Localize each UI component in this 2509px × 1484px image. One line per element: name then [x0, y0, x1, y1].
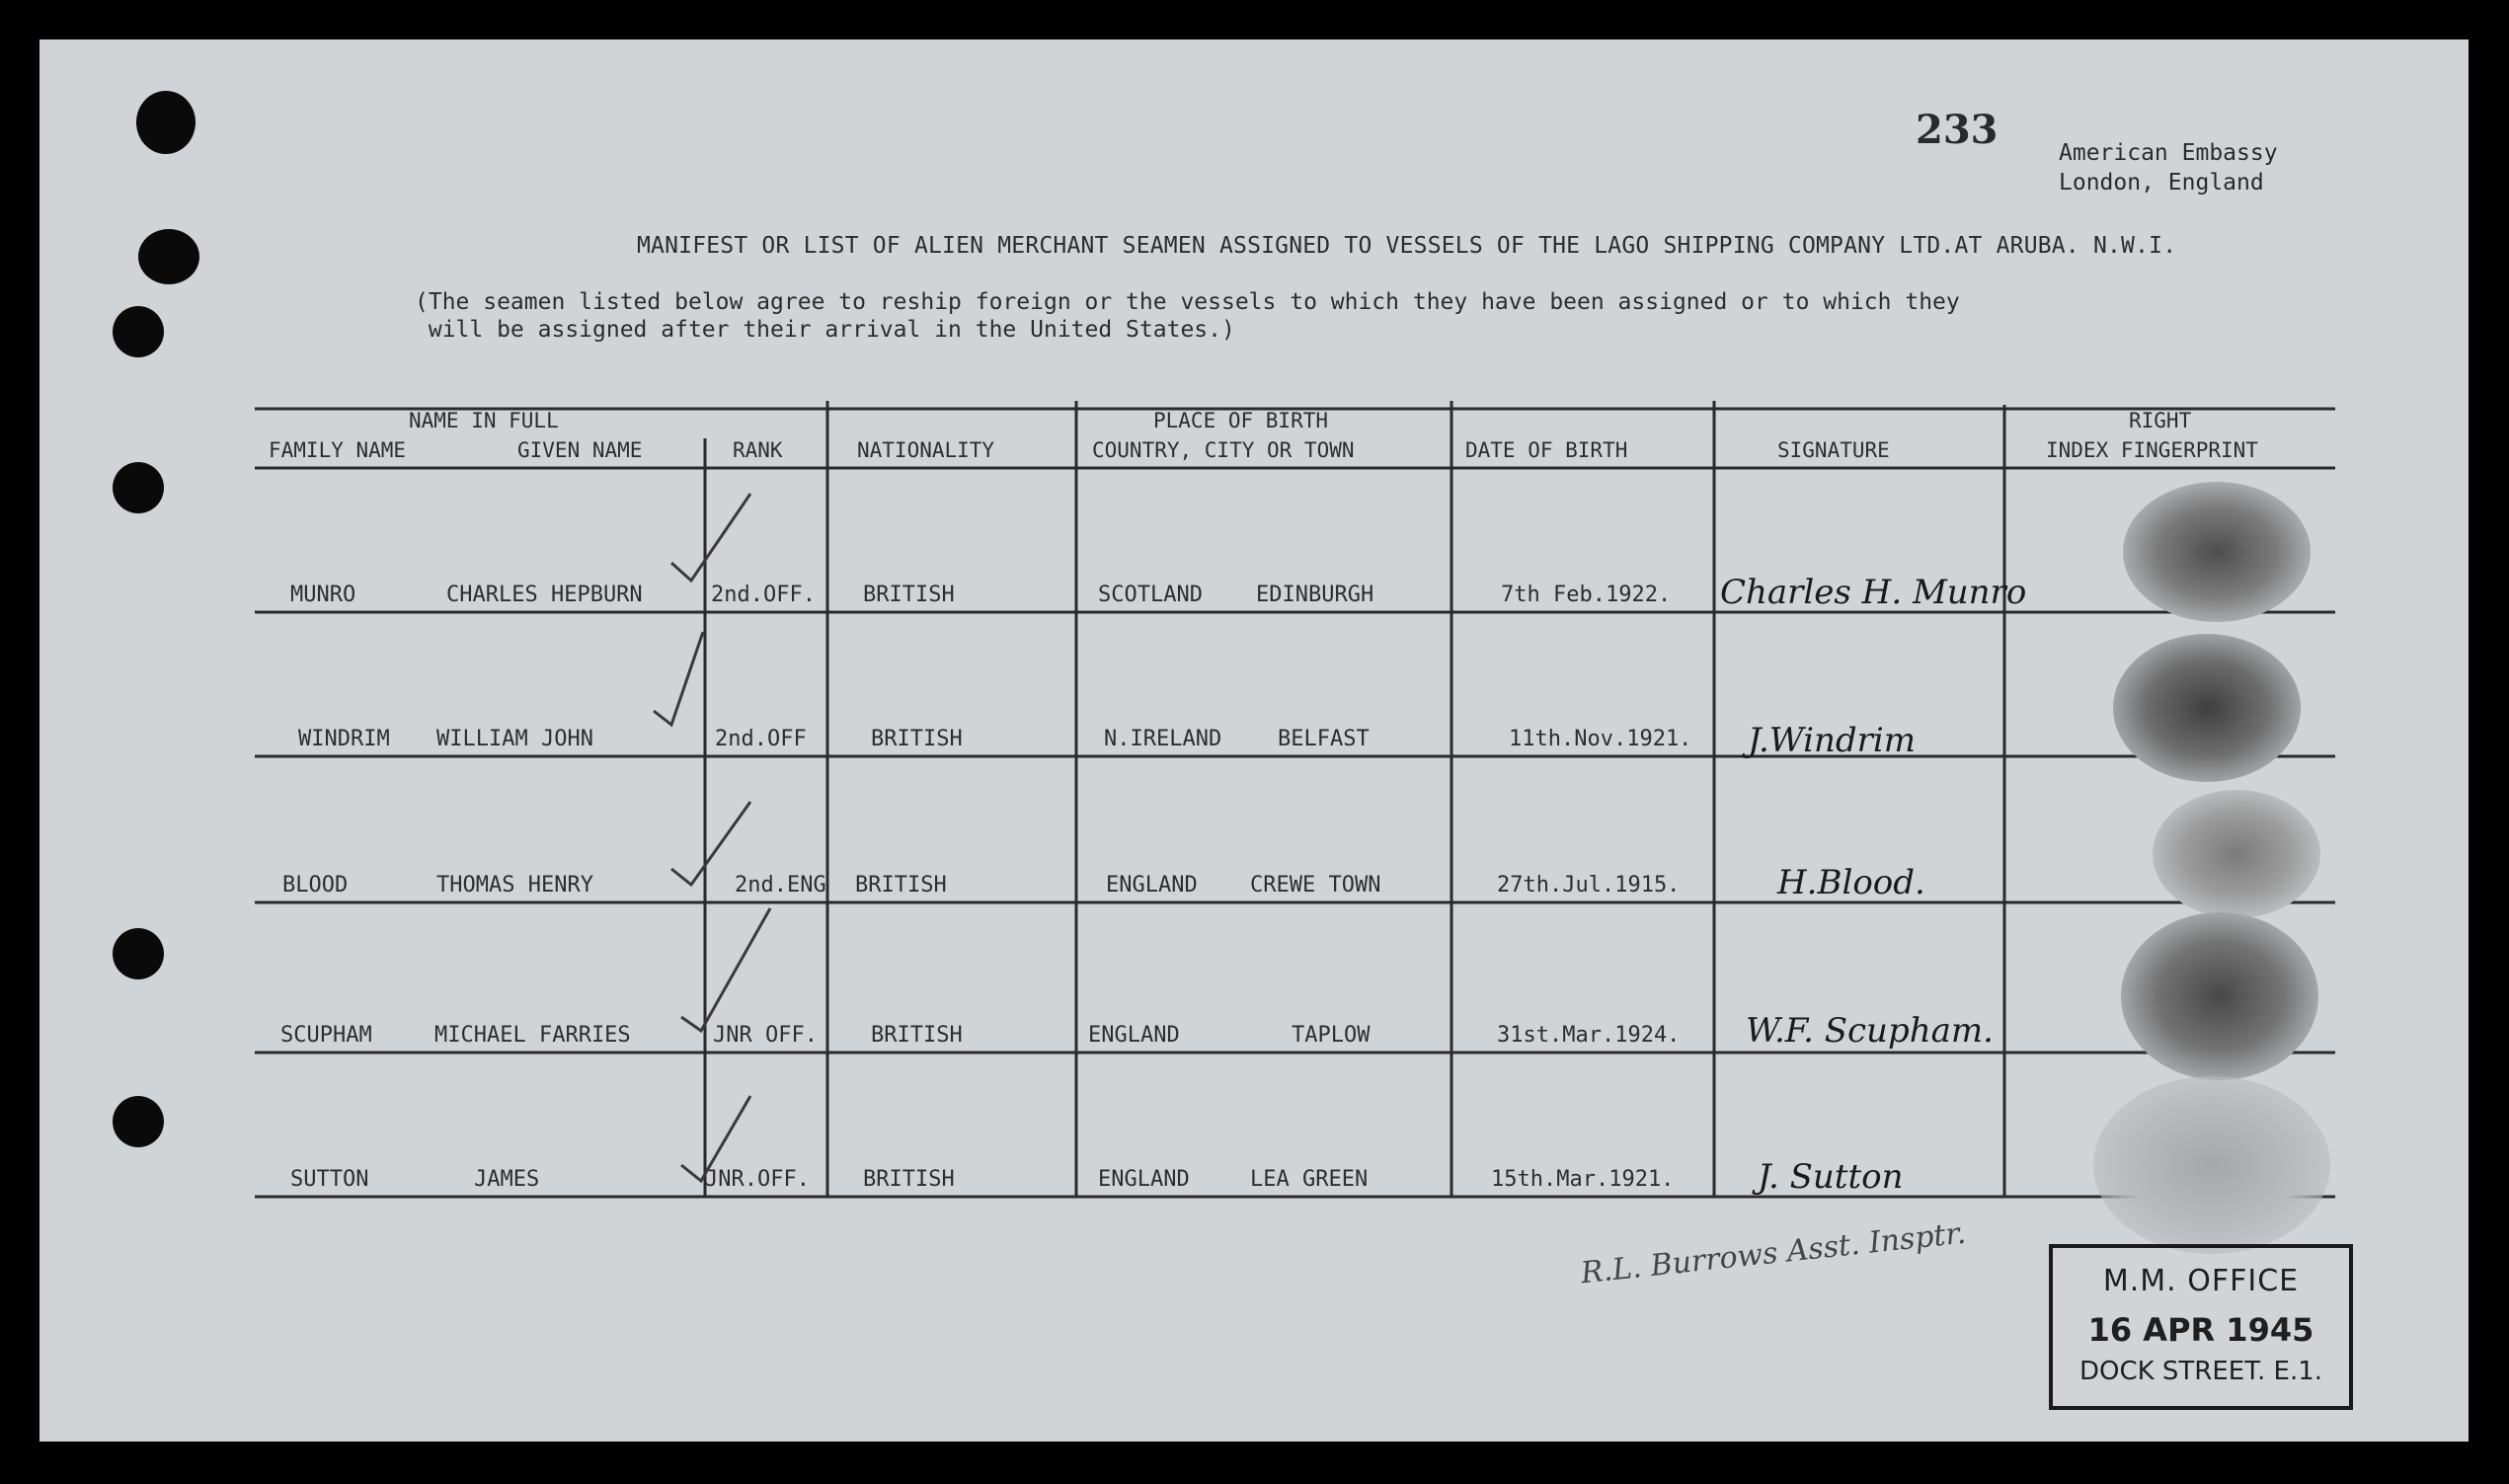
header-index-fingerprint: INDEX FINGERPRINT [2046, 438, 2258, 462]
check-mark-icon [681, 908, 770, 1031]
seaman-signature: H.Blood. [1777, 863, 1925, 902]
office-stamp [2049, 1244, 2353, 1410]
rank-cell: 2nd.ENG [735, 873, 826, 898]
fingerprint-image [2113, 634, 2301, 782]
nationality-cell: BRITISH [863, 1167, 955, 1192]
family-name-cell: BLOOD [282, 873, 349, 898]
given-name-cell: THOMAS HENRY [436, 873, 593, 898]
family-name-cell: SCUPHAM [280, 1023, 372, 1048]
header-name-in-full: NAME IN FULL [409, 409, 559, 432]
address-line-2: London, England [2059, 170, 2264, 195]
fingerprint-image [2123, 482, 2311, 622]
country-cell: ENGLAND [1098, 1167, 1190, 1192]
seaman-signature: W.F. Scupham. [1746, 1011, 1994, 1051]
header-right: RIGHT [2129, 409, 2192, 432]
date-of-birth-cell: 31st.Mar.1924. [1497, 1023, 1681, 1048]
rank-cell: 2nd.OFF. [711, 583, 816, 607]
header-signature: SIGNATURE [1777, 438, 1890, 462]
given-name-cell: MICHAEL FARRIES [434, 1023, 631, 1048]
header-nationality: NATIONALITY [857, 438, 995, 462]
fingerprint-image [2121, 912, 2318, 1080]
seaman-signature: J. Sutton [1758, 1157, 1904, 1197]
city-cell: LEA GREEN [1250, 1167, 1369, 1192]
rank-cell: JNR OFF. [713, 1023, 818, 1048]
date-of-birth-cell: 11th.Nov.1921. [1509, 727, 1692, 751]
country-cell: ENGLAND [1088, 1023, 1180, 1048]
header-date-of-birth: DATE OF BIRTH [1465, 438, 1628, 462]
rank-cell: JNR.OFF. [705, 1167, 810, 1192]
stamp-line-2: 16 APR 1945 [2087, 1311, 2314, 1349]
city-cell: BELFAST [1278, 727, 1370, 751]
subtitle-line-2: will be assigned after their arrival in the United States.) [415, 317, 1235, 343]
given-name-cell: CHARLES HEPBURN [446, 583, 643, 607]
family-name-cell: MUNRO [290, 583, 356, 607]
fingerprint-image [2093, 1076, 2330, 1254]
country-cell: SCOTLAND [1098, 583, 1203, 607]
address-line-1: American Embassy [2059, 140, 2278, 166]
country-cell: ENGLAND [1106, 873, 1198, 898]
subtitle-line-1: (The seamen listed below agree to reship foreign or the vessels to which they have been assigned or to which they [415, 289, 1960, 315]
stamp-line-3: DOCK STREET. E.1. [2078, 1357, 2323, 1386]
page-number: 233 [1916, 107, 1999, 153]
city-cell: CREWE TOWN [1250, 873, 1381, 898]
family-name-cell: WINDRIM [298, 727, 390, 751]
city-cell: TAPLOW [1292, 1023, 1371, 1048]
city-cell: EDINBURGH [1256, 583, 1374, 607]
officer-signature: R.L. Burrows Asst. Insptr. [1579, 1215, 1968, 1291]
date-of-birth-cell: 27th.Jul.1915. [1497, 873, 1681, 898]
nationality-cell: BRITISH [871, 1023, 963, 1048]
nationality-cell: BRITISH [863, 583, 955, 607]
fingerprint-image [2153, 790, 2320, 918]
document-title: MANIFEST OR LIST OF ALIEN MERCHANT SEAMEN ASSIGNED TO VESSELS OF THE LAGO SHIPPING COMPANY LTD.AT ARUBA. N.W.I. [637, 233, 2177, 259]
given-name-cell: JAMES [474, 1167, 540, 1192]
nationality-cell: BRITISH [871, 727, 963, 751]
check-mark-icon [671, 494, 750, 581]
header-place-of-birth: PLACE OF BIRTH [1153, 409, 1329, 432]
manifest-document [39, 39, 2469, 1442]
header-given-name: GIVEN NAME [517, 438, 643, 462]
date-of-birth-cell: 15th.Mar.1921. [1491, 1167, 1675, 1192]
header-country-city: COUNTRY, CITY OR TOWN [1092, 438, 1355, 462]
given-name-cell: WILLIAM JOHN [436, 727, 593, 751]
stamp-line-1: M.M. OFFICE [2102, 1264, 2300, 1298]
check-marks [39, 39, 2469, 1442]
rank-cell: 2nd.OFF [715, 727, 807, 751]
date-of-birth-cell: 7th Feb.1922. [1501, 583, 1672, 607]
header-rank: RANK [733, 438, 783, 462]
check-mark-icon [654, 632, 703, 725]
seaman-signature: Charles H. Munro [1720, 573, 2027, 612]
header-family-name: FAMILY NAME [269, 438, 407, 462]
country-cell: N.IRELAND [1104, 727, 1222, 751]
seaman-signature: J.Windrim [1748, 721, 1917, 760]
nationality-cell: BRITISH [855, 873, 947, 898]
family-name-cell: SUTTON [290, 1167, 369, 1192]
